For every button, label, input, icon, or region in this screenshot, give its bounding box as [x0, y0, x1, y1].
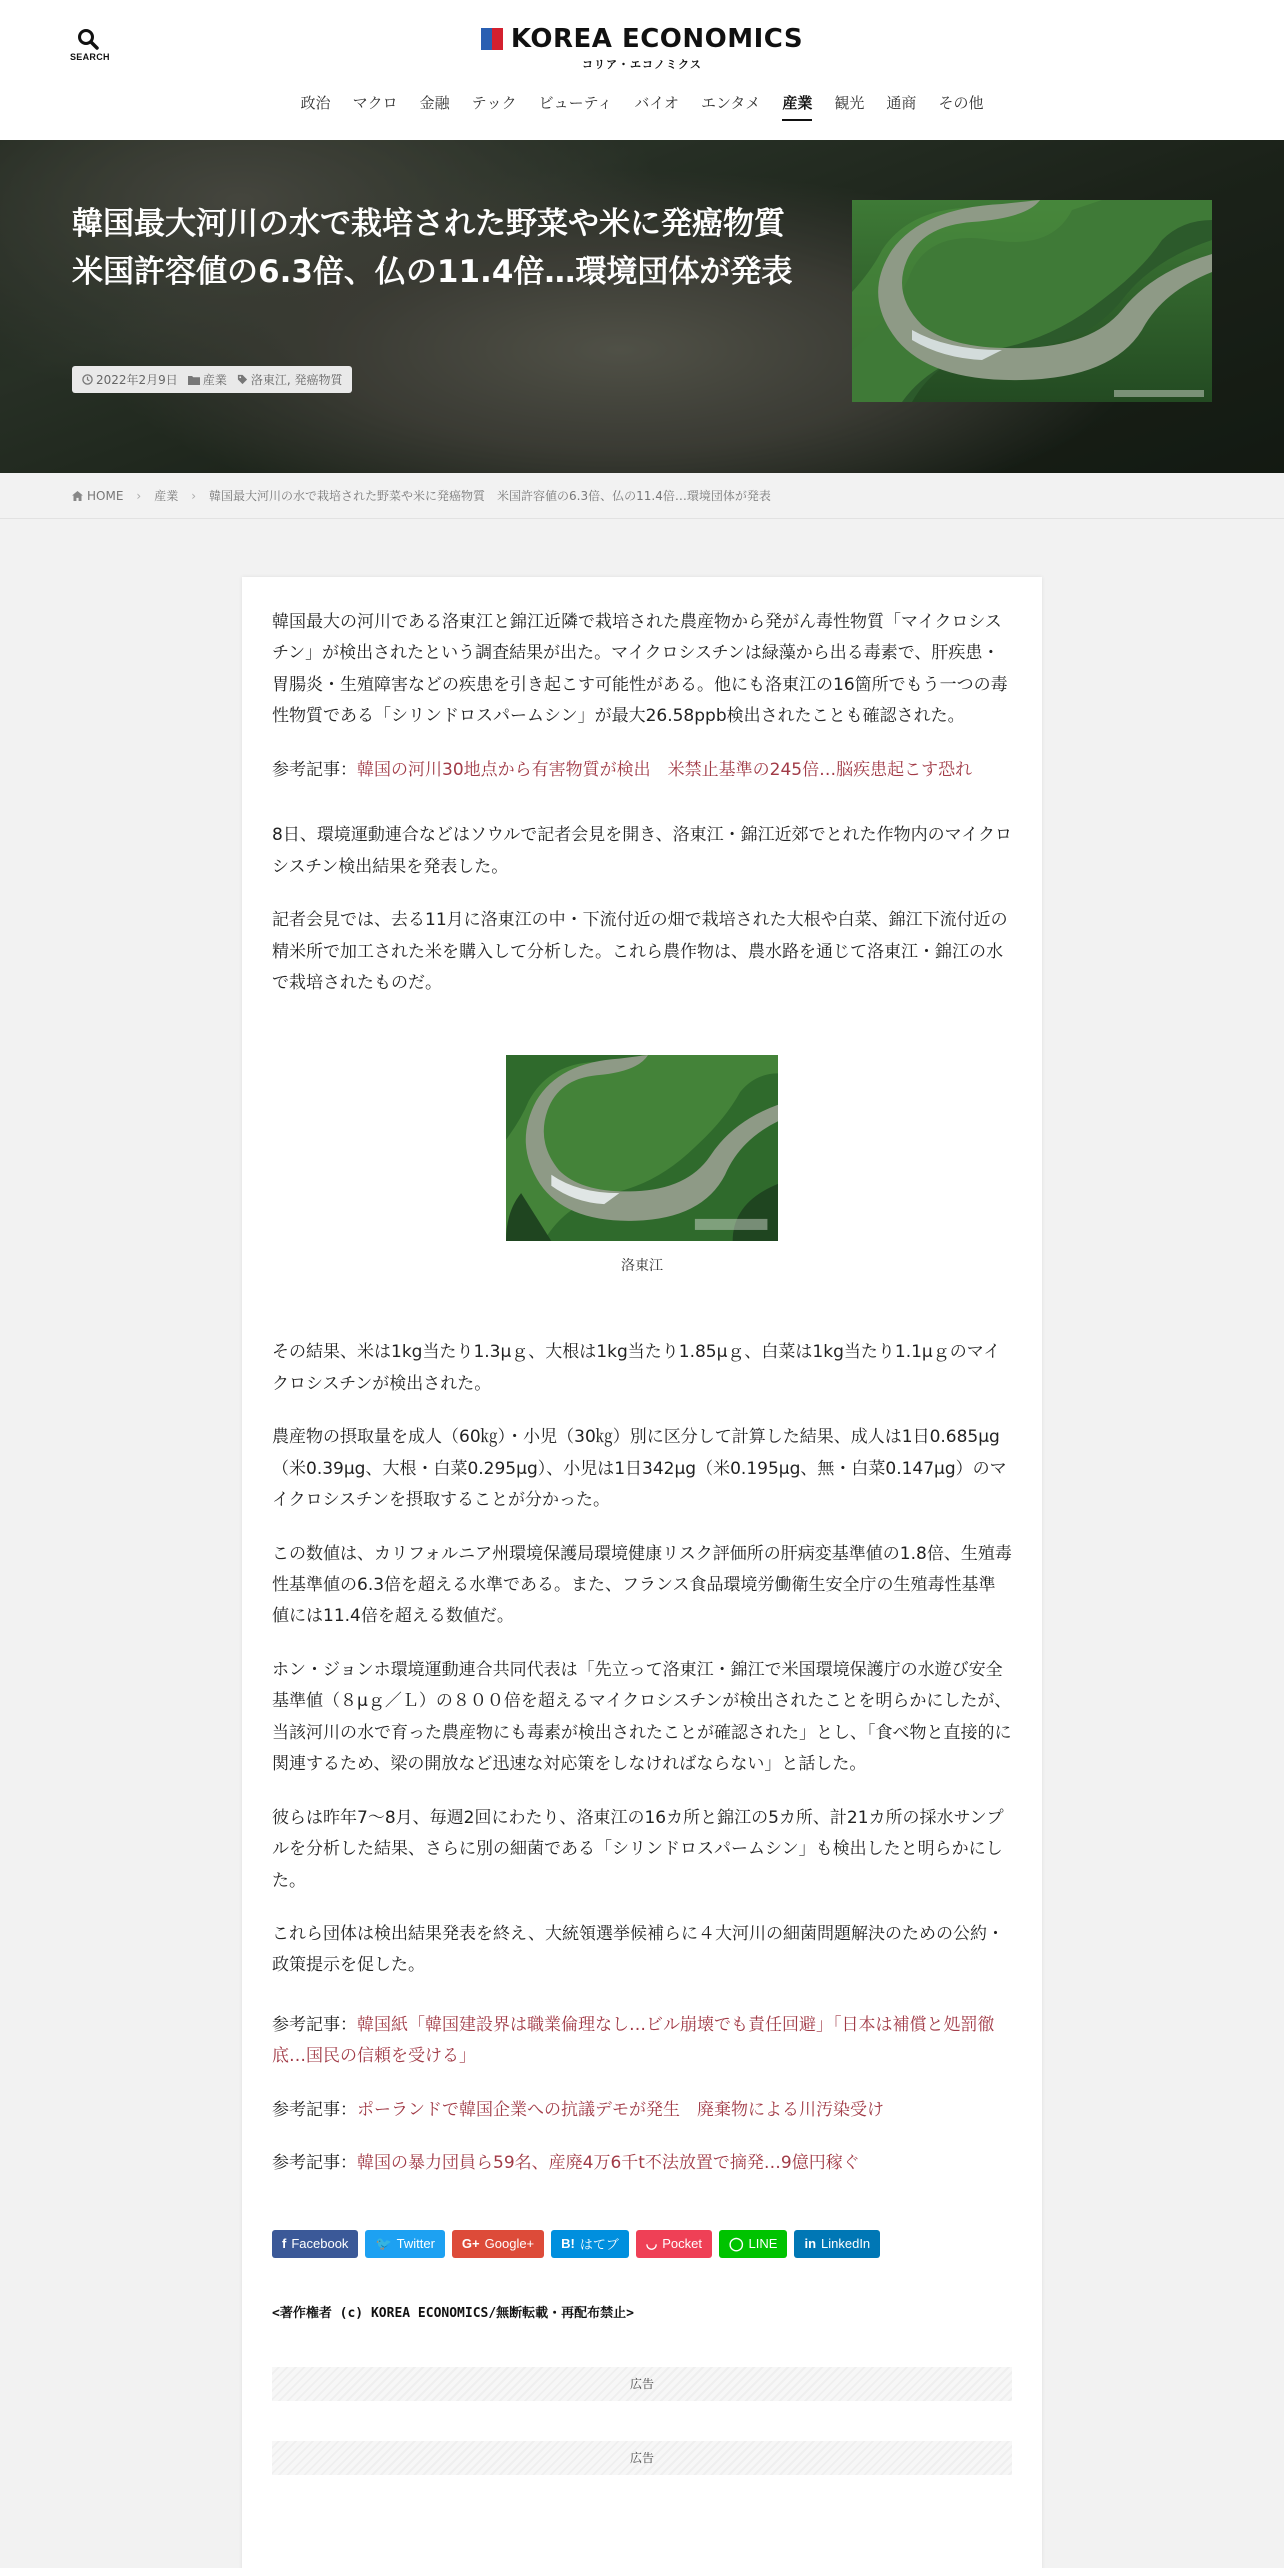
share-twitter-button[interactable] [365, 2230, 444, 2258]
reference-paragraph [272, 2010, 1012, 2073]
share-pocket-button[interactable] [636, 2230, 712, 2258]
ad-slot[interactable] [272, 2441, 1012, 2475]
search-label: SEARCH [70, 52, 110, 62]
chevron-right-icon: › [191, 488, 197, 503]
copyright-notice: <著作権者 (c) KOREA ECONOMICS/無断転載・再配布禁止> [272, 2305, 635, 2321]
nav-item-finance[interactable]: 金融 [419, 94, 450, 112]
article-card [242, 577, 1042, 2568]
figure-caption: 洛東江 [621, 1258, 663, 1275]
logo-subtitle: コリア・エコノミクス [582, 58, 702, 71]
ad-label: 広告 [629, 2451, 654, 2466]
ad-label: 広告 [629, 2377, 654, 2392]
site-header [0, 0, 1284, 140]
share-label: Google+ [484, 2236, 535, 2252]
clock-icon [82, 374, 93, 385]
paragraph: 彼らは昨年7～8月、毎週2回にわたり、洛東江の16カ所と錦江の5カ所、計21カ所の採水サンプルを分析した結果、さらに別の細菌である「シリンドロスパームシン」も検出したと明らかにした。 [272, 1807, 1004, 1891]
article-date [82, 371, 178, 388]
reference-paragraph [272, 2095, 1012, 2126]
reference-paragraph [272, 2148, 1012, 2179]
reference-link[interactable]: 韓国の河川30地点から有害物質が検出 米禁止基準の245倍…脳疾患起こす恐れ [357, 759, 973, 780]
flag-right [492, 28, 503, 50]
nav-item-politics[interactable]: 政治 [300, 94, 331, 112]
paragraph: ホン・ジョンホ環境運動連合共同代表は「先立って洛東江・錦江で米国環境保護庁の水遊び安全基準値（８μｇ／Ｌ）の８００倍を超えるマイクロシスチンが検出されたことを明らかにしたが、当該河川の水で育った農産物にも毒素が検出されたことが確認された」とし、「食べ物と直接的に関連するため、梁の開放など迅速な対応策をしなければならない」と話した。 [272, 1659, 1012, 1775]
chevron-right-icon: › [136, 488, 142, 503]
ad-slot[interactable] [272, 2367, 1012, 2401]
share-facebook-button[interactable] [272, 2230, 358, 2258]
hatena-icon: B! [561, 2236, 575, 2252]
article-hero [0, 140, 1284, 473]
line-icon: ◯ [728, 2235, 744, 2251]
reference-label: 参考記事： [272, 2014, 357, 2035]
reference-label: 参考記事： [272, 2099, 357, 2120]
share-label: Pocket [662, 2236, 702, 2252]
date-text: 2022年2月9日 [96, 373, 178, 387]
article-title: 韓国最大河川の水で栽培された野菜や米に発癌物質 米国許容値の6.3倍、仏の11.4倍…環境団体が発表 [72, 206, 816, 291]
share-hatena-button[interactable] [551, 2230, 629, 2258]
share-googleplus-button[interactable] [452, 2230, 544, 2258]
share-label: LinkedIn [821, 2236, 871, 2252]
nav-item-bio[interactable]: バイオ [634, 94, 679, 112]
article-figure [272, 1055, 1012, 1275]
article-tags[interactable] [237, 371, 343, 388]
nav-item-macro[interactable]: マクロ [352, 94, 398, 112]
breadcrumb-category[interactable]: 産業 [154, 489, 179, 503]
pocket-icon: ◡ [645, 2235, 658, 2251]
paragraph: 記者会見では、去る11月に洛東江の中・下流付近の畑で栽培された大根や白菜、錦江下流付近の精米所で加工された米を購入して分析した。これら農作物は、農水路を通じて洛東江・錦江の水で栽培されたものだ。 [272, 910, 1008, 993]
paragraph: この数値は、カリフォルニア州環境保護局環境健康リスク評価所の肝病変基準値の1.8倍、生殖毒性基準値の6.3倍を超える水準である。また、フランス食品環境労働衛生安全庁の生殖毒性基準値には11.4倍を超える数値だ。 [272, 1543, 1012, 1627]
share-label: はてブ [579, 2237, 619, 2253]
tags-text[interactable]: 洛東江, 発癌物質 [250, 373, 343, 387]
breadcrumb-current: 韓国最大河川の水で栽培された野菜や米に発癌物質 米国許容値の6.3倍、仏の11.4倍…環境団体が発表 [209, 489, 771, 503]
paragraph: 韓国最大の河川である洛東江と錦江近隣で栽培された農産物から発がん毒性物質「マイクロシスチン」が検出されたという調査結果が出た。マイクロシスチンは緑藻から出る毒素で、肝疾患・胃腸炎・生殖障害などの疾患を引き起こす可能性がある。他にも洛東江の16箇所でもう一つの毒性物質である「シリンドロスパームシン」が最大26.58ppb検出されたことも確認された。 [272, 612, 1008, 727]
share-line-button[interactable] [719, 2230, 787, 2258]
home-icon [72, 491, 83, 501]
nav-item-trade[interactable]: 通商 [886, 94, 917, 112]
share-buttons [272, 2230, 1012, 2258]
article-category[interactable] [188, 371, 227, 388]
googleplus-icon: G+ [461, 2236, 480, 2252]
category-nav [0, 86, 1284, 123]
share-label: Twitter [396, 2236, 435, 2252]
reference-label: 参考記事： [272, 2153, 357, 2174]
reference-label: 参考記事： [272, 759, 357, 780]
paragraph: 農産物の摂取量を成人（60㎏）・小児（30㎏）別に区分して計算した結果、成人は1日0.685μg（米0.39μg、大根・白菜0.295μg）、小児は1日342μg（米0.195μg、無・白菜0.147μg）のマイクロシスチンを摂取することが分かった。 [272, 1427, 1007, 1511]
reference-link[interactable]: ポーランドで韓国企業への抗議デモが発生 廃棄物による川汚染受け [357, 2099, 884, 2120]
nav-item-industry[interactable]: 産業 [771, 86, 823, 123]
breadcrumb-home-label[interactable]: HOME [87, 488, 124, 503]
share-linkedin-button[interactable] [794, 2230, 880, 2258]
nav-item-tourism[interactable]: 観光 [834, 94, 865, 112]
hero-thumbnail-image [852, 200, 1212, 402]
reference-link[interactable]: 韓国の暴力団員ら59名、産廃4万6千t不法放置で摘発…9億円稼ぐ [357, 2153, 860, 2174]
tag-icon [237, 374, 248, 385]
article-body [272, 607, 1012, 2475]
nav-item-tech[interactable]: テック [471, 94, 517, 112]
nav-item-entertainment[interactable]: エンタメ [700, 94, 761, 112]
site-logo[interactable] [0, 24, 1284, 72]
paragraph: その結果、米は1kg当たり1.3μｇ、大根は1kg当たり1.85μｇ、白菜は1kg当たり1.1μｇのマイクロシスチンが検出された。 [272, 1342, 1001, 1394]
facebook-icon: f [282, 2236, 287, 2252]
paragraph: 8日、環境運動連合などはソウルで記者会見を開き、洛東江・錦江近郊でとれた作物内のマイクロシスチン検出結果を発表した。 [272, 825, 1012, 877]
breadcrumb-home[interactable] [72, 489, 123, 503]
flag-left [481, 28, 492, 50]
nav-item-beauty[interactable]: ビューティ [538, 94, 613, 112]
reference-paragraph [272, 755, 1012, 786]
river-photo [506, 1055, 778, 1241]
logo-title: KOREA ECONOMICS [510, 24, 804, 54]
category-text[interactable]: 産業 [202, 373, 227, 387]
flag-icon [481, 28, 503, 50]
share-label: Facebook [291, 2236, 349, 2252]
twitter-icon: 🐦 [375, 2235, 392, 2251]
nav-item-other[interactable]: その他 [938, 94, 984, 112]
share-label: LINE [748, 2236, 778, 2252]
article-meta [72, 366, 352, 393]
breadcrumb [0, 473, 1284, 519]
linkedin-icon: in [804, 2236, 817, 2252]
reference-link[interactable]: 韓国紙「韓国建設界は職業倫理なし…ビル崩壊でも責任回避」「日本は補償と処罰徹底…国民の信頼を受ける」 [272, 2014, 995, 2067]
paragraph: これら団体は検出結果発表を終え、大統領選挙候補らに４大河川の細菌問題解決のための公約・政策提示を促した。 [272, 1923, 1005, 1976]
folder-icon [188, 375, 200, 385]
